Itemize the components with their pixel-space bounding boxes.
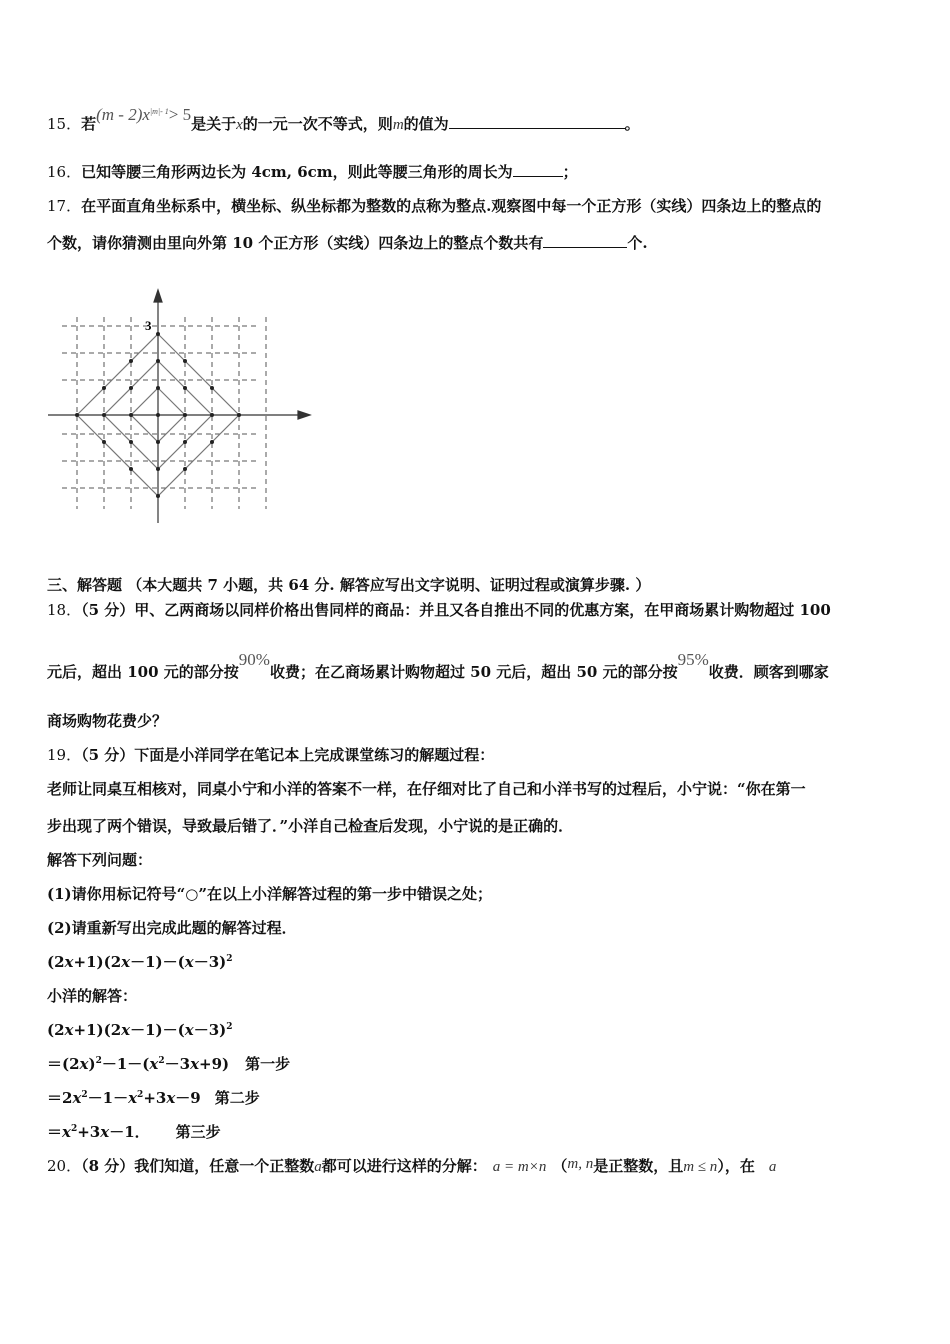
step-part: ) (88, 1055, 96, 1073)
percent-95: 95% (677, 650, 709, 669)
expr-exponent: |m|- 1 (149, 107, 169, 116)
step-var: x (72, 1089, 82, 1107)
step-var: x (128, 1089, 138, 1107)
lattice-point (183, 440, 187, 444)
expr-part: (2 (47, 1021, 65, 1039)
question-17-end: 个. (627, 234, 648, 252)
question-15-prefix: 若 (81, 115, 97, 133)
var-a: a (314, 1159, 322, 1175)
expr-exponent: 2 (226, 954, 233, 964)
expr-part: (2 (47, 953, 65, 971)
xiaoyang-step-2 (47, 1088, 260, 1108)
lattice-point (183, 467, 187, 471)
step-part: －9 (175, 1089, 201, 1107)
question-18-text2a: 元后，超出 100 元的部分按 (47, 663, 239, 681)
lattice-point (156, 440, 160, 444)
lattice-point (129, 467, 133, 471)
step-part: ＝ (47, 1123, 63, 1141)
question-18-text1: （5 分）甲、乙两商场以同样价格出售同样的商品：并且又各自推出不同的优惠方案，在甲商场累计购物超过 100 (81, 601, 831, 619)
question-19-line4: 解答下列问题： (47, 851, 153, 869)
question-18-line3: 商场购物花费少？ (47, 712, 168, 730)
expr-part: －1)－( (130, 953, 185, 971)
question-19-text1: （5 分）下面是小洋同学在笔记本上完成课堂练习的解题过程： (81, 746, 495, 764)
expr-var: x (64, 953, 74, 971)
expr-base: (m - 2)x (96, 105, 150, 124)
question-19-line2: 老师让同桌互相核对，同桌小宁和小洋的答案不一样，在仔细对比了自己和小洋书写的过程后，小宁说：“你在第一 (47, 780, 806, 798)
axis-label-3: 3 (145, 318, 152, 333)
lattice-point (129, 359, 133, 363)
lattice-point (129, 413, 133, 417)
step-part: －3 (164, 1055, 191, 1073)
question-20-text4: 是正整数，且 (593, 1157, 684, 1175)
xiaoyang-step-3 (47, 1122, 221, 1142)
expr-var: x (121, 1021, 131, 1039)
question-15-mid2: 的一元一次不等式，则 (242, 115, 393, 133)
question-19-part1: (1)请你用标记符号“○”在以上小洋解答过程的第一步中错误之处； (47, 885, 492, 903)
lattice-point (183, 386, 187, 390)
question-17-line1 (47, 196, 821, 216)
answer-blank-16[interactable] (513, 162, 563, 177)
expr-var: x (184, 953, 194, 971)
step-var: x (100, 1123, 110, 1141)
expr-part: +1)(2 (73, 1021, 122, 1039)
step-part: ＝(2 (47, 1055, 80, 1073)
question-16-text: 已知等腰三角形两边长为 4cm, 6cm，则此等腰三角形的周长为 (81, 163, 513, 181)
step-3-label: 第三步 (175, 1123, 221, 1141)
percent-90: 90% (238, 650, 270, 669)
question-17-text2: 个数，请你猜测由里向外第 10 个正方形（实线）四条边上的整点个数共有 (47, 234, 544, 252)
question-20-text3: （ (552, 1157, 568, 1175)
var-m: m (392, 117, 404, 133)
question-20-text5: ），在 (717, 1157, 755, 1175)
question-16-number: 16． (47, 163, 82, 181)
question-19-number: 19． (47, 746, 82, 764)
question-17-number: 17． (47, 197, 82, 215)
lattice-point (210, 386, 214, 390)
question-18-text2c: 收费．顾客到哪家 (708, 663, 829, 681)
question-20-text2: 都可以进行这样的分解： (321, 1157, 487, 1175)
question-17-line2 (47, 233, 648, 253)
step-var: x (190, 1055, 200, 1073)
step-exponent: 2 (81, 1090, 88, 1100)
expr-var: x (121, 953, 131, 971)
question-15-suffix: 的值为 (403, 115, 449, 133)
lattice-point (156, 386, 160, 390)
step-part: +3 (77, 1123, 101, 1141)
step-var: x (62, 1123, 71, 1141)
question-19-line3: 步出现了两个错误，导致最后错了．”小洋自己检查后发现，小宁说的是正确的． (47, 817, 574, 835)
question-16 (47, 162, 578, 182)
question-15-mid: 是关于 (191, 115, 237, 133)
step-part: －1． (109, 1123, 150, 1141)
question-20-line1 (47, 1156, 776, 1177)
question-18-number: 18． (47, 601, 82, 619)
y-axis-arrow (154, 290, 162, 302)
lattice-point (210, 440, 214, 444)
lattice-point (102, 440, 106, 444)
step-part: －1－( (101, 1055, 150, 1073)
var-a-2: a (768, 1159, 777, 1175)
question-19-expression (47, 952, 233, 972)
step-part: +9) (199, 1055, 230, 1073)
lattice-point (75, 413, 79, 417)
expr-part: －3) (193, 953, 227, 971)
step-exponent: 2 (158, 1056, 165, 1066)
step-var: x (149, 1055, 159, 1073)
formula-a-mn: a = m×n (492, 1159, 547, 1175)
question-19-line1 (47, 745, 494, 765)
lattice-point (129, 440, 133, 444)
question-15-expression (96, 106, 191, 124)
question-16-end: ； (562, 163, 578, 181)
question-19-part2: (2)请重新写出完成此题的解答过程． (47, 919, 297, 937)
question-17-text1: 在平面直角坐标系中，横坐标、纵坐标都为整数的点称为整点.观察图中每一个正方形（实线）四条边上的整点的 (81, 197, 822, 215)
step-1-label: 第一步 (245, 1055, 291, 1073)
answer-blank-15[interactable] (449, 114, 625, 129)
step-exponent: 2 (137, 1090, 144, 1100)
x-axis-arrow (298, 411, 310, 419)
expr-var: x (184, 1021, 194, 1039)
answer-blank-17[interactable] (543, 233, 627, 248)
lattice-point (102, 413, 106, 417)
step-exponent: 2 (70, 1124, 78, 1134)
lattice-point (156, 494, 160, 498)
lattice-point (102, 386, 106, 390)
question-15-number: 15． (47, 115, 82, 133)
lattice-point (183, 359, 187, 363)
lattice-point (156, 332, 160, 336)
lattice-point (237, 413, 241, 417)
question-18-line2 (47, 650, 829, 682)
var-x: x (236, 117, 243, 133)
step-exponent: 2 (95, 1056, 102, 1066)
xiaoyang-step-1 (47, 1054, 290, 1074)
condition-m-le-n: m ≤ n (683, 1159, 718, 1175)
lattice-point (183, 413, 187, 417)
step-var: x (166, 1089, 176, 1107)
section-3-heading: 三、解答题 （本大题共 7 小题，共 64 分. 解答应写出文字说明、证明过程或演算步骤. ） (47, 576, 651, 594)
lattice-point (210, 413, 214, 417)
step-part: ＝2 (47, 1089, 73, 1107)
vars-m-n: m, n (567, 1156, 594, 1172)
question-20-number: 20． (47, 1157, 82, 1175)
step-var: x (79, 1055, 89, 1073)
dashed-grid (62, 317, 266, 509)
lattice-point (156, 359, 160, 363)
question-18-text2b: 收费；在乙商场累计购物超过 50 元后，超出 50 元的部分按 (269, 663, 678, 681)
expr-part: －1)－( (130, 1021, 185, 1039)
expr-var: x (64, 1021, 74, 1039)
origin-point (156, 413, 160, 417)
question-15-end: 。 (624, 115, 640, 133)
question-18-line1 (47, 600, 831, 620)
question-15 (47, 105, 640, 135)
xiaoyang-expression (47, 1020, 233, 1040)
expr-exponent: 2 (226, 1022, 233, 1032)
expr-part: －3) (193, 1021, 227, 1039)
step-part: －1－ (87, 1089, 129, 1107)
step-2-label: 第二步 (214, 1089, 260, 1107)
lattice-squares-diagram (40, 285, 320, 530)
step-part: +3 (143, 1089, 167, 1107)
xiaoyang-answer-label: 小洋的解答： (47, 987, 138, 1005)
expr-rhs: > 5 (168, 105, 192, 124)
lattice-point (156, 467, 160, 471)
lattice-point (129, 386, 133, 390)
expr-part: +1)(2 (73, 953, 122, 971)
question-20-text1: （8 分）我们知道，任意一个正整数 (81, 1157, 315, 1175)
